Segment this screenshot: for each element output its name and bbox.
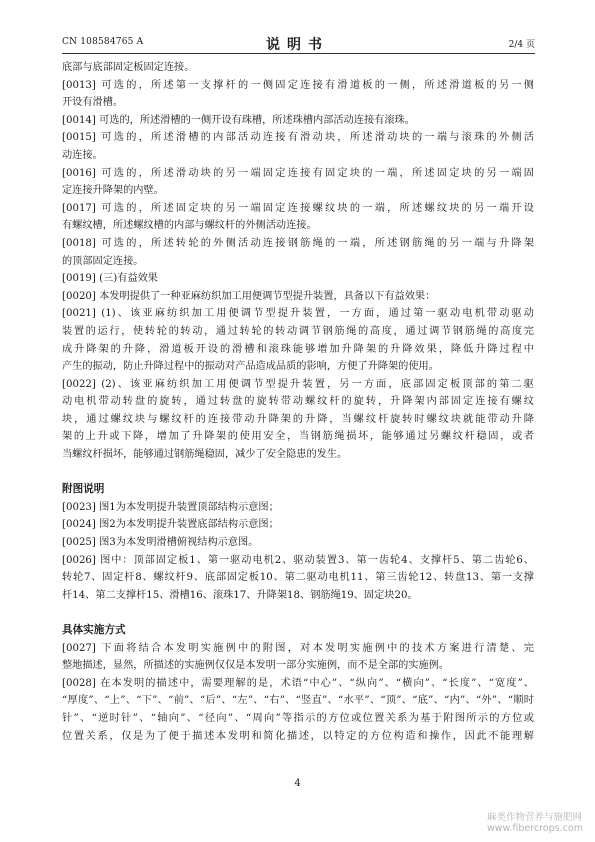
text-line: [0016] 可选的，所述滑动块的另一端固定连接有固定块的一端，所述固定块的另一端固 — [62, 167, 534, 179]
patent-number: CN 108584765 A — [62, 37, 144, 47]
text-line: 开设有滑槽。 — [62, 97, 124, 109]
text-line: 定连接升降架的内壁。 — [62, 185, 164, 197]
text-line: [0017] 可选的，所述固定块的另一端固定连接螺纹块的一端，所述螺纹块的另一端开设 — [62, 202, 534, 214]
watermark — [487, 812, 583, 834]
text-line: 产生的振动，防止升降过程中的振动对产品造成品质的影响，方便了升降架的使用。 — [62, 361, 439, 373]
blank-line — [62, 464, 534, 482]
text-line: 成升降架的升降，滑道板开设的滑槽和滚珠能够增加升降架的升降效果，降低升降过程中 — [62, 343, 534, 355]
text-line: 杆14、第二支撑杆15、滑槽16、滚珠17、升降架18、钢筋绳19、固定块20。 — [62, 589, 418, 601]
text-line: [0028] 在本发明的描述中，需要理解的是，术语“中心”、“纵向”、“横向”、“长度”、“宽度”、 — [62, 677, 534, 689]
text-line: 转轮7、固定杆8、螺纹杆9、底部固定板10、第二驱动电机11、第三齿轮12、转盘13、第一支撑 — [62, 572, 534, 584]
text-line: [0018] 可选的，所述转轮的外侧活动连接钢筋绳的一端，所述钢筋绳的另一端与升降架 — [62, 237, 534, 249]
text-line: 动连接。 — [62, 149, 103, 161]
header-divider — [62, 53, 535, 54]
text-line: [0023] 图1为本发明提升装置顶部结构示意图； — [62, 501, 279, 513]
text-line: [0013] 可选的，所述第一支撑杆的一侧固定连接有滑道板的一侧，所述滑道板的另一侧 — [62, 79, 534, 91]
section-heading: 具体实施方式 — [62, 624, 126, 636]
section-heading: 附图说明 — [62, 483, 105, 496]
text-line: [0021] (1)、该亚麻纺织加工用便调节型提升装置，一方面，通过第一驱动电机带动驱动 — [62, 308, 534, 320]
text-line: 位置关系，仅是为了便于描述本发明和简化描述，以特定的方位构造和操作，因此不能理解 — [62, 730, 534, 742]
page-number: 4 — [294, 778, 301, 789]
text-line: [0025] 图3为本发明滑槽俯视结构示意图。 — [62, 537, 259, 549]
watermark-title: 麻类作物营养与施肥网 — [486, 812, 582, 823]
text-line: [0015] 可选的，所述滑槽的内部活动连接有滑动块，所述滑动块的一端与滚珠的外侧活 — [62, 132, 534, 144]
text-line: [0019] (三)有益效果 — [62, 273, 158, 285]
text-line: 的顶部固定连接。 — [62, 255, 144, 267]
text-line: 块，通过螺纹块与螺纹杆的连接带动升降架的升降，当螺纹杆旋转时螺纹块就能带动升降 — [62, 413, 534, 425]
blank-line — [62, 604, 534, 622]
text-line: [0027] 下面将结合本发明实施例中的附图，对本发明实施例中的技术方案进行清楚、完 — [62, 642, 534, 654]
text-line: “厚度”、“上”、“下”、“前”、“后”、“左”、“右”、“竖直”、“水平”、“顶”、“底”、“内”、“外”、“顺时 — [62, 695, 534, 707]
text-line: 整地描述，显然，所描述的实施例仅仅是本发明一部分实施例，而不是全部的实施例。 — [62, 660, 450, 672]
document-body — [62, 59, 534, 745]
text-line: [0026] 图中：顶部固定板1、第一驱动电机2、驱动装置3、第一齿轮4、支撑杆5、第二齿轮6、 — [62, 554, 534, 566]
text-line: 有螺纹槽，所述螺纹槽的内部与螺纹杆的外侧活动连接。 — [62, 220, 317, 232]
watermark-url: www.fibercrops.com — [486, 823, 583, 834]
text-line: [0020] 本发明提供了一种亚麻纺织加工用便调节型提升装置，具备以下有益效果： — [62, 290, 436, 302]
page-title: 说明书 — [266, 37, 329, 53]
text-line: 动电机带动转盘的旋转，通过转盘的旋转带动螺纹杆的旋转，升降架内部固定连接有螺纹 — [62, 396, 534, 408]
page-count: 2/4 页 — [508, 40, 535, 50]
text-line: 针”、“逆时针”、“轴向”、“径向”、“周向”等指示的方位或位置关系为基于附图所示的方位或 — [62, 712, 534, 724]
text-line: [0022] (2)、该亚麻纺织加工用便调节型提升装置，另一方面，底部固定板顶部的第二驱 — [62, 378, 534, 390]
text-line: 底部与底部固定板固定连接。 — [62, 62, 195, 73]
text-line: 装置的运行，使转轮的转动，通过转轮的转动调节钢筋绳的高度，通过调节钢筋绳的高度完 — [62, 325, 534, 337]
text-line: [0014] 可选的，所述滑槽的一侧开设有珠槽，所述珠槽内部活动连接有滚珠。 — [62, 114, 415, 126]
text-line: 当螺纹杆损坏，能够通过钢筋绳稳固，减少了安全隐患的发生。 — [62, 449, 348, 461]
text-line: [0024] 图2为本发明提升装置底部结构示意图； — [62, 519, 279, 531]
text-line: 架的上升或下降，增加了升降架的使用安全，当钢筋绳损坏，能够通过另螺纹杆稳固，或者 — [62, 431, 534, 443]
